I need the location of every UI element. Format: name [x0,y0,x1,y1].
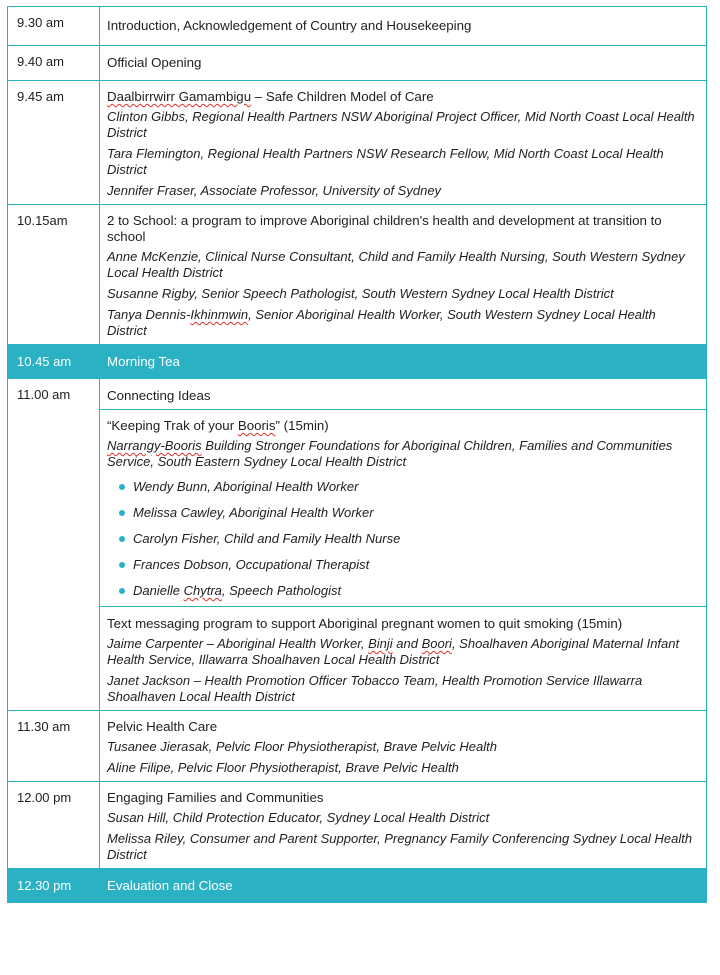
spellcheck-word: Narrangy-Booris [107,438,202,453]
spellcheck-word: Chytra [183,583,222,598]
session-title: “Keeping Trak of your Booris” (15min) [107,418,329,433]
agenda-row [8,711,707,782]
speaker: Jennifer Fraser, Associate Professor, University of Sydney [107,183,442,198]
speaker: Susan Hill, Child Protection Educator, Sydney Local Health District [107,810,490,825]
session-time: 11.00 am [8,379,100,711]
list-item: Wendy Bunn, Aboriginal Health Worker [117,479,698,495]
session-cell [100,711,707,782]
session-cell [100,205,707,345]
session-title: Engaging Families and Communities [107,790,324,805]
session-cell [100,81,707,205]
list-item: Carolyn Fisher, Child and Family Health Nurse [117,531,698,547]
session-cell [100,345,707,379]
agenda-table [7,6,707,903]
session-title: 2 to School: a program to improve Aboriginal children's health and development at transition to school [107,213,662,244]
session-title: Introduction, Acknowledgement of Country and Housekeeping [107,18,472,33]
session-title: Evaluation and Close [107,878,233,893]
speaker: Susanne Rigby, Senior Speech Pathologist, South Western Sydney Local Health District [107,286,614,301]
team-list [107,479,698,599]
agenda-subrow [8,410,707,607]
list-item: Frances Dobson, Occupational Therapist [117,557,698,573]
speaker: Janet Jackson – Health Promotion Officer Tobacco Team, Health Promotion Service Illawarra Shoalhaven Local Health District [107,673,643,704]
spellcheck-word: Boori [421,636,452,651]
speaker: Melissa Riley, Consumer and Parent Supporter, Pregnancy Family Conferencing Sydney Local Health District [107,831,693,862]
agenda-row [8,205,707,345]
session-title: Pelvic Health Care [107,719,218,734]
list-item: Melissa Cawley, Aboriginal Health Worker [117,505,698,521]
session-time: 9.40 am [8,46,100,81]
speaker: Tusanee Jierasak, Pelvic Floor Physiotherapist, Brave Pelvic Health [107,739,497,754]
bullet-icon [119,536,125,542]
session-title: Daalbirrwirr Gamambigu – Safe Children Model of Care [107,89,434,104]
agenda-row [8,782,707,869]
session-time: 10.15am [8,205,100,345]
session-title: Connecting Ideas [107,388,211,403]
speaker: Tanya Dennis-Ikhinmwin, Senior Aboriginal Health Worker, South Western Sydney Local Health District [107,307,656,338]
spellcheck-word: Binji [368,636,393,651]
session-cell [100,410,707,607]
session-time: 9.45 am [8,81,100,205]
speaker: Clinton Gibbs, Regional Health Partners NSW Aboriginal Project Officer, Mid North Coast Local Health District [107,109,695,140]
bullet-icon [119,588,125,594]
speaker: Jaime Carpenter – Aboriginal Health Worker, Binji and Boori, Shoalhaven Aboriginal Maternal Infant Health Service, Illawarra Shoalhaven Local Health District [107,636,680,667]
session-title: Text messaging program to support Aboriginal pregnant women to quit smoking (15min) [107,616,623,631]
agenda-break-row [8,345,707,379]
session-time: 11.30 am [8,711,100,782]
session-cell [100,869,707,903]
spellcheck-word: Daalbirrwirr Gamambigu [107,89,252,104]
agenda-row [8,46,707,81]
session-cell [100,782,707,869]
organisation: Narrangy-Booris Building Stronger Foundations for Aboriginal Children, Families and Communities Service, South Eastern Sydney Local Health District [107,438,673,469]
bullet-icon [119,562,125,568]
list-item: Danielle Chytra, Speech Pathologist [117,583,698,599]
speaker: Tara Flemington, Regional Health Partners NSW Research Fellow, Mid North Coast Local Health District [107,146,664,177]
agenda-subrow [8,607,707,711]
session-time: 12.00 pm [8,782,100,869]
session-title: Morning Tea [107,354,180,369]
bullet-icon [119,484,125,490]
agenda-break-row [8,869,707,903]
session-cell [100,607,707,711]
agenda-row [8,81,707,205]
speaker: Anne McKenzie, Clinical Nurse Consultant, Child and Family Health Nursing, South Western Sydney Local Health District [107,249,685,280]
session-time: 9.30 am [8,7,100,46]
session-title: Official Opening [107,55,202,70]
session-time: 12.30 pm [8,869,100,903]
session-time: 10.45 am [8,345,100,379]
agenda-row [8,7,707,46]
speaker: Aline Filipe, Pelvic Floor Physiotherapist, Brave Pelvic Health [107,760,459,775]
session-cell [100,7,707,46]
bullet-icon [119,510,125,516]
session-cell [100,46,707,81]
spellcheck-word: Booris [237,418,276,433]
session-cell [100,379,707,410]
spellcheck-word: Ikhinmwin [190,307,249,322]
agenda-row [8,379,707,410]
